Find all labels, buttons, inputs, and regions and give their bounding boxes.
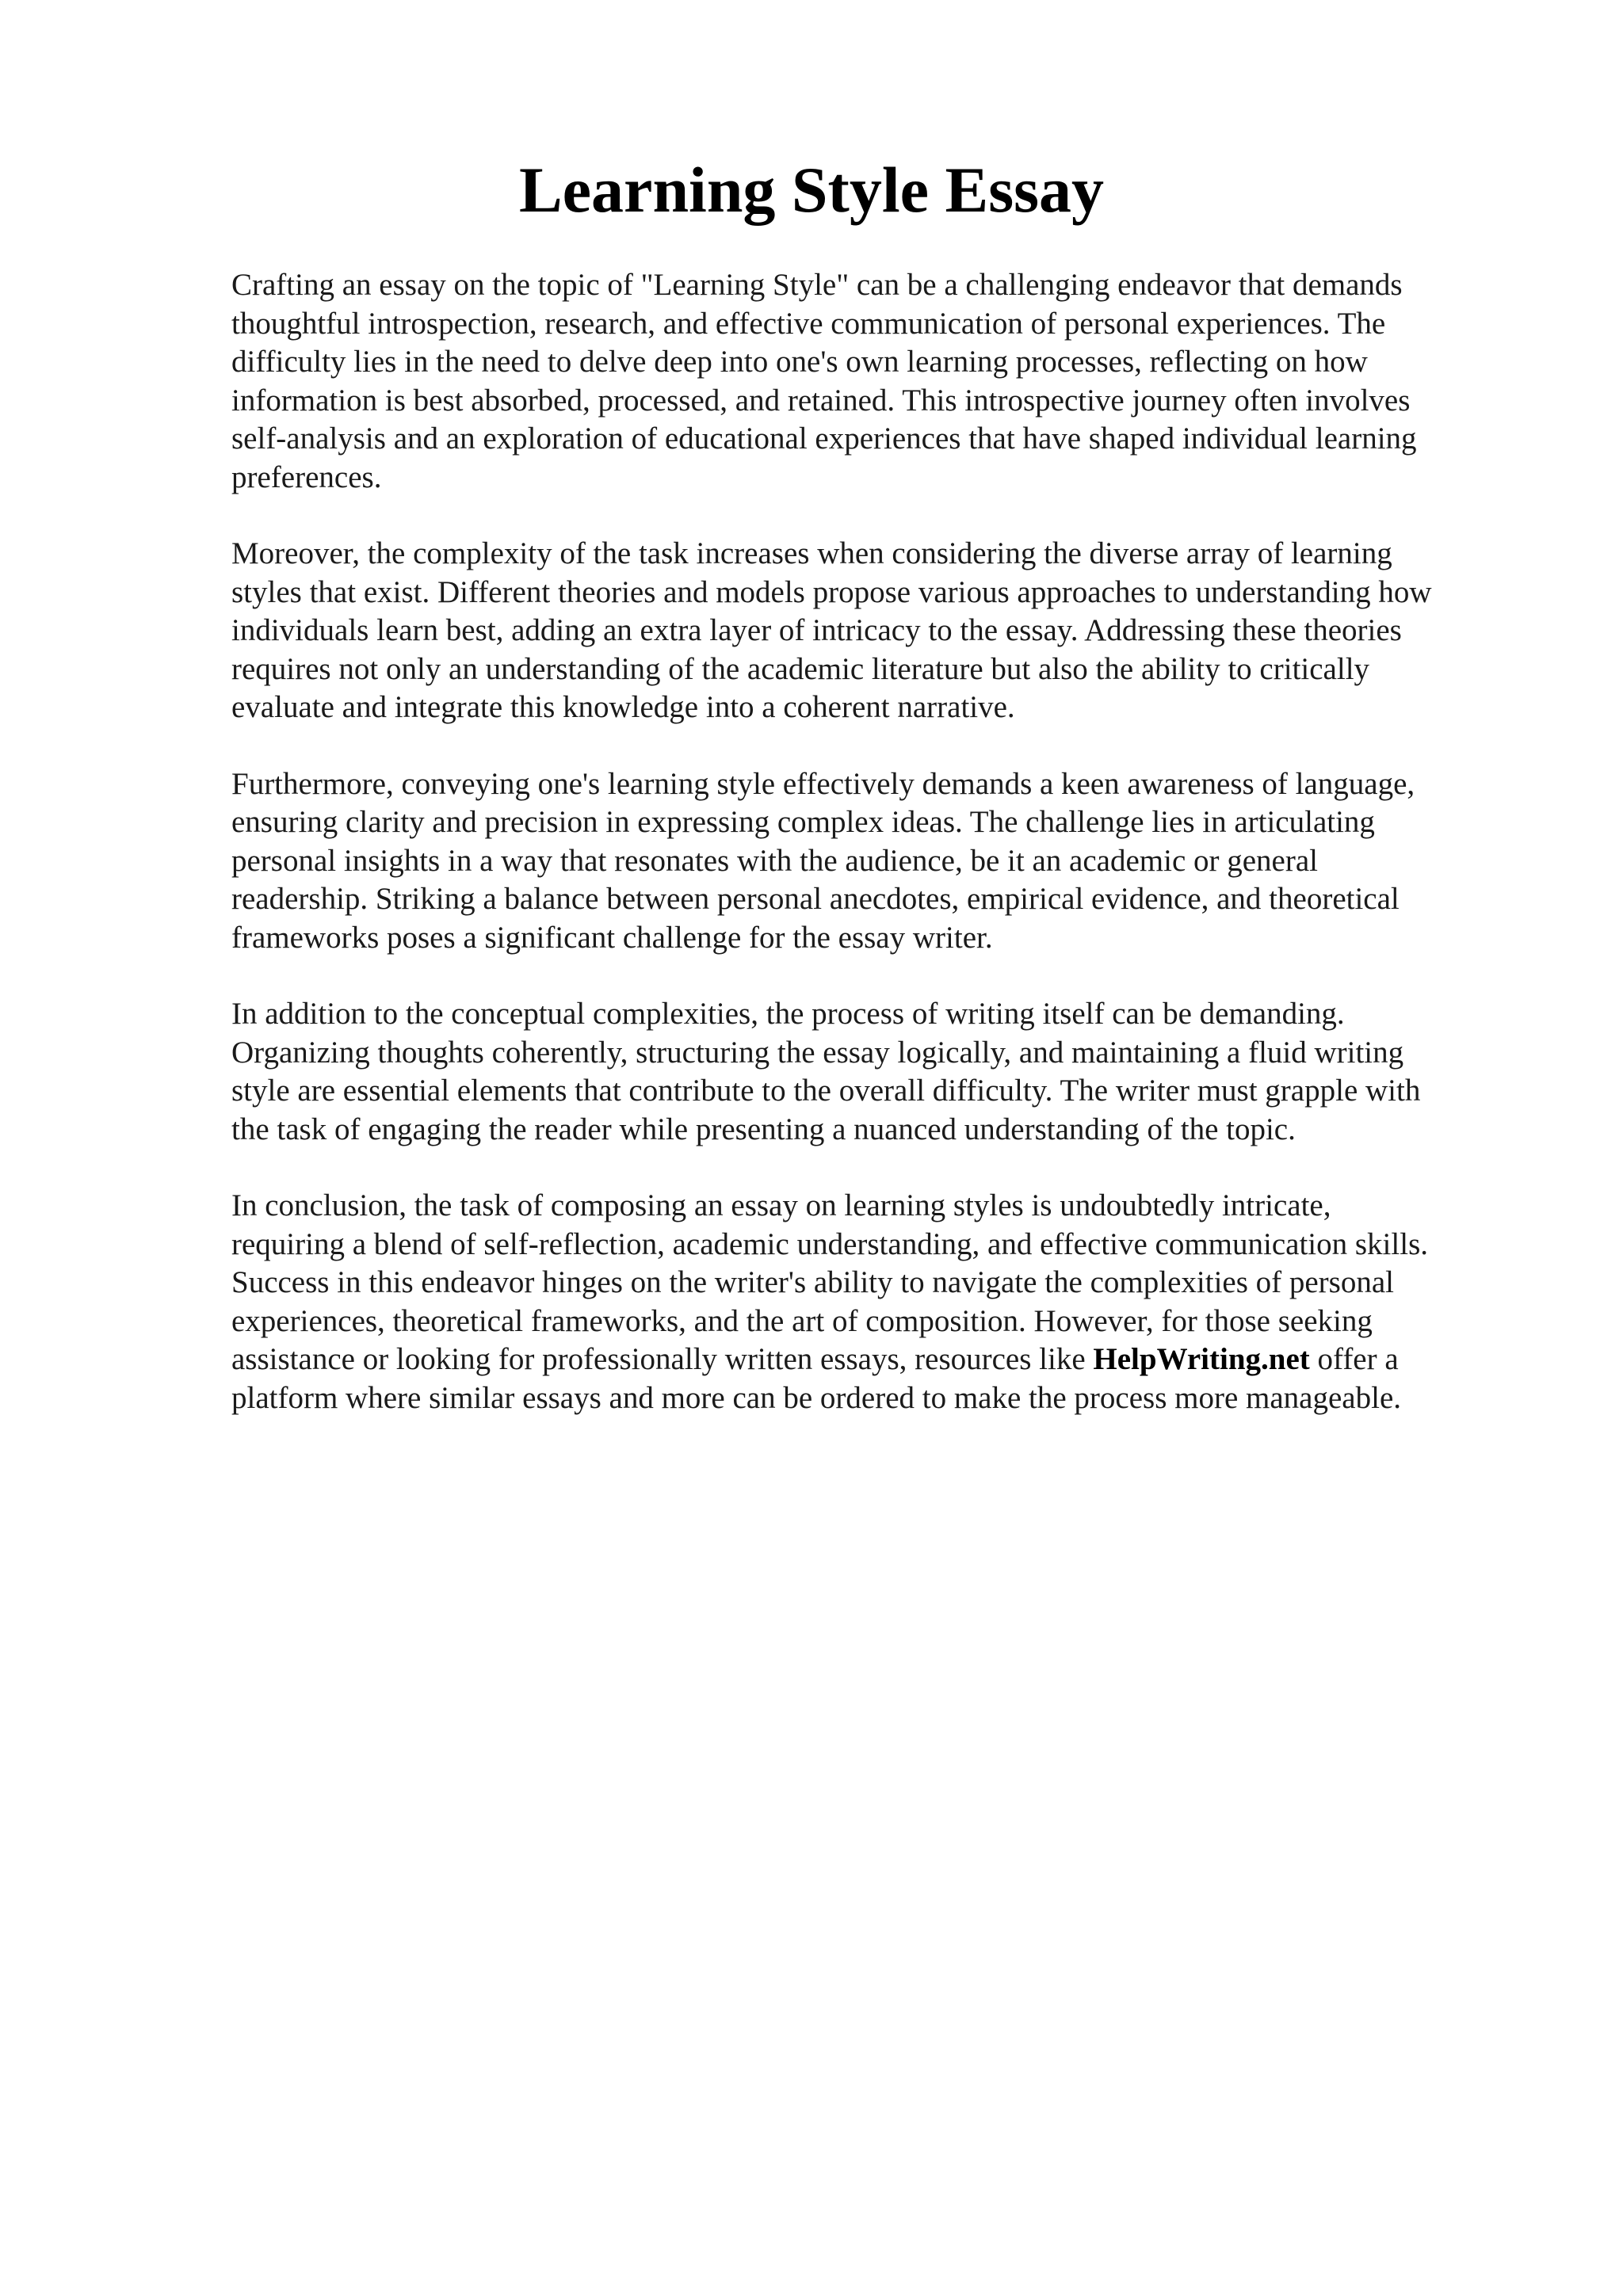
paragraph-line: requires not only an understanding of the academic literature but also the ability to critically [231,651,1370,686]
paragraph-line: Success in this endeavor hinges on the writer's ability to navigate the complexities of personal [231,1265,1394,1299]
paragraph-line: In addition to the conceptual complexities, the process of writing itself can be demanding. [231,997,1345,1031]
paragraph-line: styles that exist. Different theories and models propose various approaches to understanding how [231,574,1432,609]
paragraph-line: the task of engaging the reader while presenting a nuanced understanding of the topic. [231,1112,1296,1146]
paragraph-2 [231,535,1515,727]
paragraph-line: frameworks poses a significant challenge for the essay writer. [231,920,993,955]
paragraph-line: difficulty lies in the need to delve deep into one's own learning processes, reflecting on how [231,345,1368,379]
paragraph-line: ensuring clarity and precision in expressing complex ideas. The challenge lies in articulating [231,805,1375,839]
paragraph-line: Moreover, the complexity of the task increases when considering the diverse array of learning [231,536,1392,570]
paragraph-line: readership. Striking a balance between personal anecdotes, empirical evidence, and theoretical [231,882,1400,916]
paragraph-line: preferences. [231,460,382,494]
paragraph-5 [231,1187,1515,1417]
helpwriting-link[interactable]: HelpWriting.net [1093,1342,1310,1376]
paragraph-line: evaluate and integrate this knowledge into a coherent narrative. [231,690,1015,724]
paragraph-line: Organizing thoughts coherently, structuring the essay logically, and maintaining a fluid writing [231,1035,1404,1070]
paragraph-line: personal insights in a way that resonates with the audience, be it an academic or general [231,843,1318,878]
paragraph-line: Furthermore, conveying one's learning style effectively demands a keen awareness of language, [231,766,1415,801]
paragraph-3 [231,765,1515,958]
paragraph-line: In conclusion, the task of composing an essay on learning styles is undoubtedly intricate, [231,1188,1331,1222]
link-line-suffix: offer a [1309,1342,1399,1376]
paragraph-line: information is best absorbed, processed, and retained. This introspective journey often involves [231,383,1411,418]
paragraph-line: thoughtful introspection, research, and effective communication of personal experiences. The [231,306,1386,341]
essay-body [231,266,1515,1455]
paragraph-1 [231,266,1515,497]
paragraph-line-with-link [231,1341,1515,1379]
link-line-prefix: assistance or looking for professionally written essays, resources like [231,1342,1086,1376]
paragraph-line: requiring a blend of self-reflection, academic understanding, and effective communication skills. [231,1226,1428,1261]
paragraph-line: individuals learn best, adding an extra layer of intricacy to the essay. Addressing these theories [231,613,1402,647]
paragraph-4 [231,995,1515,1149]
paragraph-line: style are essential elements that contribute to the overall difficulty. The writer must grapple with [231,1074,1421,1108]
paragraph-line: experiences, theoretical frameworks, and the art of composition. However, for those seeking [231,1303,1373,1338]
paragraph-line: self-analysis and an exploration of educational experiences that have shaped individual learning [231,421,1417,456]
page-title: Learning Style Essay [518,154,1105,226]
paragraph-line: platform where similar essays and more can be ordered to make the process more manageable. [231,1380,1402,1415]
paragraph-line: Crafting an essay on the topic of "Learning Style" can be a challenging endeavor that demands [231,268,1403,302]
